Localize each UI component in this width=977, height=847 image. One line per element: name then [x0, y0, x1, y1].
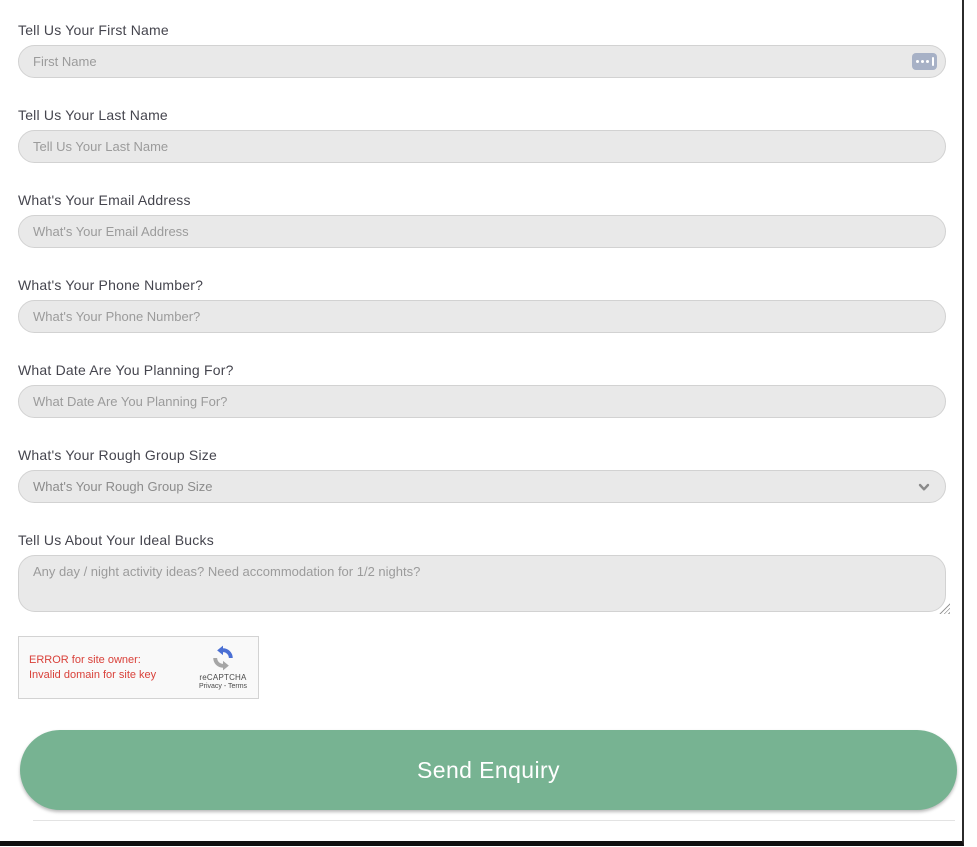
- chevron-down-icon: [917, 480, 931, 494]
- first-name-input[interactable]: [18, 45, 946, 78]
- last-name-label: Tell Us Your Last Name: [18, 107, 168, 123]
- bottom-divider: [33, 820, 955, 821]
- email-input[interactable]: [18, 215, 946, 248]
- group-size-select[interactable]: [18, 470, 946, 503]
- recaptcha-error-text: [19, 653, 194, 683]
- recaptcha-logo-icon: [210, 645, 236, 671]
- date-label: What Date Are You Planning For?: [18, 362, 234, 378]
- phone-input[interactable]: [18, 300, 946, 333]
- recaptcha-privacy-terms-links[interactable]: Privacy - Terms: [198, 683, 248, 690]
- send-enquiry-button[interactable]: Send Enquiry: [20, 730, 957, 810]
- recaptcha-error-line2: Invalid domain for site key: [29, 668, 157, 681]
- ideal-bucks-label: Tell Us About Your Ideal Bucks: [18, 532, 214, 548]
- field-group-last-name: [18, 107, 945, 163]
- recaptcha-branding: [194, 645, 258, 690]
- field-group-group-size: [18, 447, 945, 503]
- email-label: What's Your Email Address: [18, 192, 191, 208]
- field-group-email: [18, 192, 945, 248]
- field-group-first-name: [18, 22, 945, 78]
- autofill-extension-icon[interactable]: [912, 53, 937, 70]
- last-name-input[interactable]: [18, 130, 946, 163]
- group-size-selected-value: What's Your Rough Group Size: [33, 479, 213, 494]
- field-group-date: [18, 362, 945, 418]
- first-name-label: Tell Us Your First Name: [18, 22, 169, 38]
- field-group-ideal-bucks: [18, 532, 945, 612]
- recaptcha-widget: [18, 636, 259, 699]
- field-group-phone: [18, 277, 945, 333]
- group-size-label: What's Your Rough Group Size: [18, 447, 217, 463]
- recaptcha-brand-label: reCAPTCHA: [199, 673, 247, 682]
- ideal-bucks-textarea[interactable]: [18, 555, 946, 612]
- phone-label: What's Your Phone Number?: [18, 277, 204, 293]
- recaptcha-error-line1: ERROR for site owner:: [29, 653, 141, 666]
- date-input[interactable]: [18, 385, 946, 418]
